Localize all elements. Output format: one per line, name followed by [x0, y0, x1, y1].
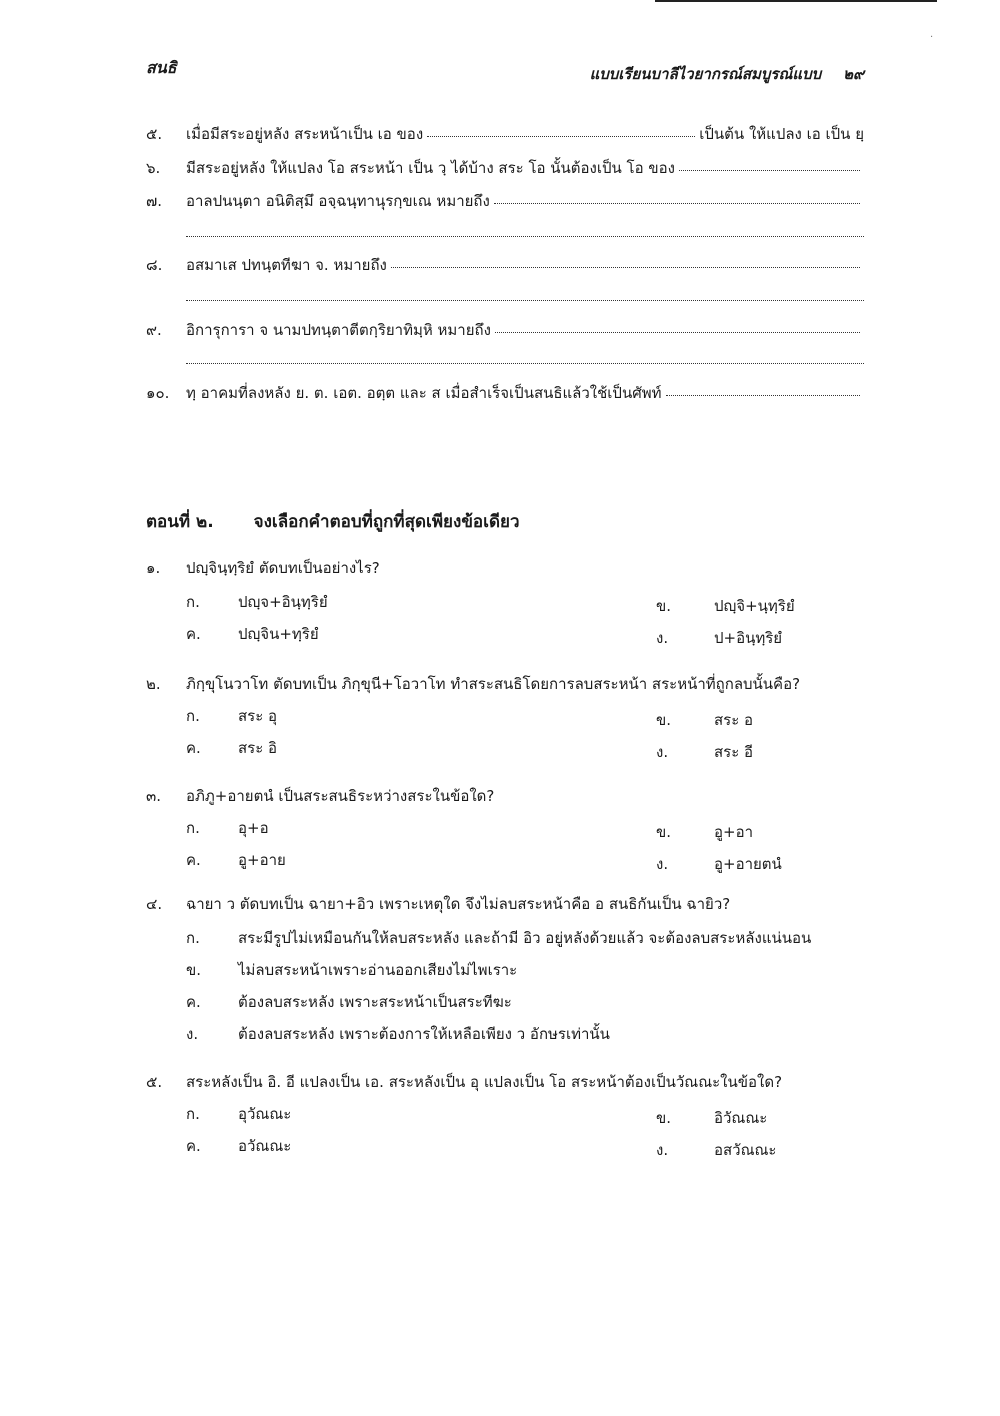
option-label[interactable]: ค. [186, 851, 201, 869]
option-label[interactable]: ง. [656, 1141, 669, 1159]
option-label[interactable]: ง. [656, 743, 669, 761]
question-number: ๓. [146, 787, 162, 805]
fill-in-item [186, 318, 864, 342]
option-text[interactable]: ต้องลบสระหลัง เพราะต้องการให้เหลือเพียง ว อักษรเท่านั้น [238, 1025, 610, 1043]
item-number: ๕. [146, 125, 163, 143]
answer-blank[interactable] [666, 395, 861, 396]
option-text[interactable]: สระ อุ [238, 707, 278, 725]
question-text: ปญฺจินฺทฺริยํ ตัดบทเป็นอย่างไร? [186, 559, 380, 577]
option-text[interactable]: สระ อิ [238, 739, 278, 757]
item-text: อิการุการา จ นามปทนฺตาตีตกฺริยาทิมฺหิ หมายถึง [186, 321, 491, 339]
option-text[interactable]: สระ อ [714, 711, 754, 729]
running-head-right [590, 62, 864, 86]
option-label[interactable]: ง. [186, 1025, 199, 1043]
option-text[interactable]: อุวัณณะ [238, 1105, 292, 1123]
question-text: อภิภู+อายตนํ เป็นสระสนธิระหว่างสระในข้อใด? [186, 787, 495, 805]
option-text[interactable]: อุ+อ [238, 819, 269, 837]
answer-blank[interactable] [391, 267, 860, 268]
section-instruction: จงเลือกคำตอบที่ถูกที่สุดเพียงข้อเดียว [253, 512, 520, 532]
answer-blank-line[interactable] [186, 236, 864, 237]
option-text[interactable]: ปญฺจ+อินฺทฺริยํ [238, 593, 328, 611]
fill-in-item [186, 122, 864, 146]
item-text: อาลปนนฺตา อนิติสฺมึ อจฺฉนฺทานุรกฺขเณ หมายถึง [186, 192, 490, 210]
option-text[interactable]: อู+อายตนํ [714, 855, 782, 873]
option-label[interactable]: ก. [186, 1105, 200, 1123]
option-label[interactable]: ก. [186, 707, 200, 725]
option-label[interactable]: ง. [656, 855, 669, 873]
option-label[interactable]: ค. [186, 1137, 201, 1155]
question-text: สระหลังเป็น อิ. อี แปลงเป็น เอ. สระหลังเป็น อุ แปลงเป็น โอ สระหน้าต้องเป็นวัณณะในข้อใด? [186, 1073, 783, 1091]
item-number: ๙. [146, 321, 162, 339]
item-tail-text: เป็นต้น ให้แปลง เอ เป็น ยฺ [699, 125, 864, 143]
option-label[interactable]: ข. [656, 823, 672, 841]
item-text: ทฺ อาคมที่ลงหลัง ย. ต. เอต. อตฺต และ ส เมื่อสำเร็จเป็นสนธิแล้วใช้เป็นศัพท์ [186, 384, 662, 402]
answer-blank[interactable] [495, 332, 860, 333]
scan-mark: · [930, 32, 934, 43]
item-number: ๖. [146, 159, 161, 177]
item-number: ๗. [146, 192, 163, 210]
question-text: ภิกฺขุโนวาโท ตัดบทเป็น ภิกฺขุนี+โอวาโท ทำสระสนธิโดยการลบสระหน้า สระหน้าที่ถูกลบนั้นคือ? [186, 675, 801, 693]
option-text[interactable]: ไม่ลบสระหน้าเพราะอ่านออกเสียงไม่ไพเราะ [238, 961, 518, 979]
item-text: เมื่อมีสระอยู่หลัง สระหน้าเป็น เอ ของ [186, 125, 424, 143]
option-text[interactable]: ต้องลบสระหลัง เพราะสระหน้าเป็นสระทีฆะ [238, 993, 512, 1011]
option-text[interactable]: อวัณณะ [238, 1137, 292, 1155]
option-label[interactable]: ก. [186, 819, 200, 837]
book-title: แบบเรียนบาลีไวยากรณ์สมบูรณ์แบบ [589, 65, 822, 83]
item-number: ๑๐. [146, 384, 170, 402]
fill-in-item [186, 156, 864, 180]
question-number: ๑. [146, 559, 161, 577]
option-text[interactable]: ปญฺจิน+ทฺริยํ [238, 625, 319, 643]
answer-blank[interactable] [679, 170, 860, 171]
option-text[interactable]: สระมีรูปไม่เหมือนกันให้ลบสระหลัง และถ้ามี อิว อยู่หลังด้วยแล้ว จะต้องลบสระหลังแน่นอน [238, 929, 812, 947]
running-head-chapter: สนธิ [146, 58, 177, 77]
answer-blank[interactable] [427, 136, 695, 137]
fill-in-item [186, 381, 864, 405]
answer-blank[interactable] [494, 203, 860, 204]
item-text: มีสระอยู่หลัง ให้แปลง โอ สระหน้า เป็น วฺ ได้บ้าง สระ โอ นั้นต้องเป็น โอ ของ [186, 159, 675, 177]
option-text[interactable]: อู+อา [714, 823, 754, 841]
option-label[interactable]: ข. [656, 597, 672, 615]
answer-blank-line[interactable] [186, 300, 864, 301]
option-text[interactable]: อู+อาย [238, 851, 286, 869]
option-text[interactable]: ปญฺจิ+นฺทฺริยํ [714, 597, 795, 615]
item-number: ๘. [146, 256, 163, 274]
item-text: อสมาเส ปทนฺตทีฆา จ. หมายถึง [186, 256, 387, 274]
option-label[interactable]: ข. [186, 961, 202, 979]
option-label[interactable]: ค. [186, 625, 201, 643]
option-label[interactable]: ข. [656, 1109, 672, 1127]
option-label[interactable]: ง. [656, 629, 669, 647]
option-label[interactable]: ค. [186, 739, 201, 757]
option-label[interactable]: ก. [186, 593, 200, 611]
option-label[interactable]: ค. [186, 993, 201, 1011]
section-title: ตอนที่ ๒. [146, 512, 214, 532]
section-heading [146, 508, 520, 535]
option-label[interactable]: ข. [656, 711, 672, 729]
question-text: ฉายา ว ตัดบทเป็น ฉายา+อิว เพราะเหตุใด จึงไม่ลบสระหน้าคือ อ สนธิกันเป็น ฉายิว? [186, 895, 731, 913]
option-text[interactable]: อิวัณณะ [714, 1109, 768, 1127]
option-text[interactable]: สระ อี [714, 743, 754, 761]
option-text[interactable]: อสวัณณะ [714, 1141, 777, 1159]
page-number: ๒๙ [843, 65, 864, 83]
top-rule [655, 0, 937, 2]
option-label[interactable]: ก. [186, 929, 200, 947]
question-number: ๔. [146, 895, 163, 913]
question-number: ๕. [146, 1073, 163, 1091]
question-number: ๒. [146, 675, 161, 693]
answer-blank-line[interactable] [186, 363, 864, 364]
fill-in-item [186, 253, 864, 277]
fill-in-item [186, 189, 864, 213]
option-text[interactable]: ป+อินฺทฺริยํ [714, 629, 783, 647]
